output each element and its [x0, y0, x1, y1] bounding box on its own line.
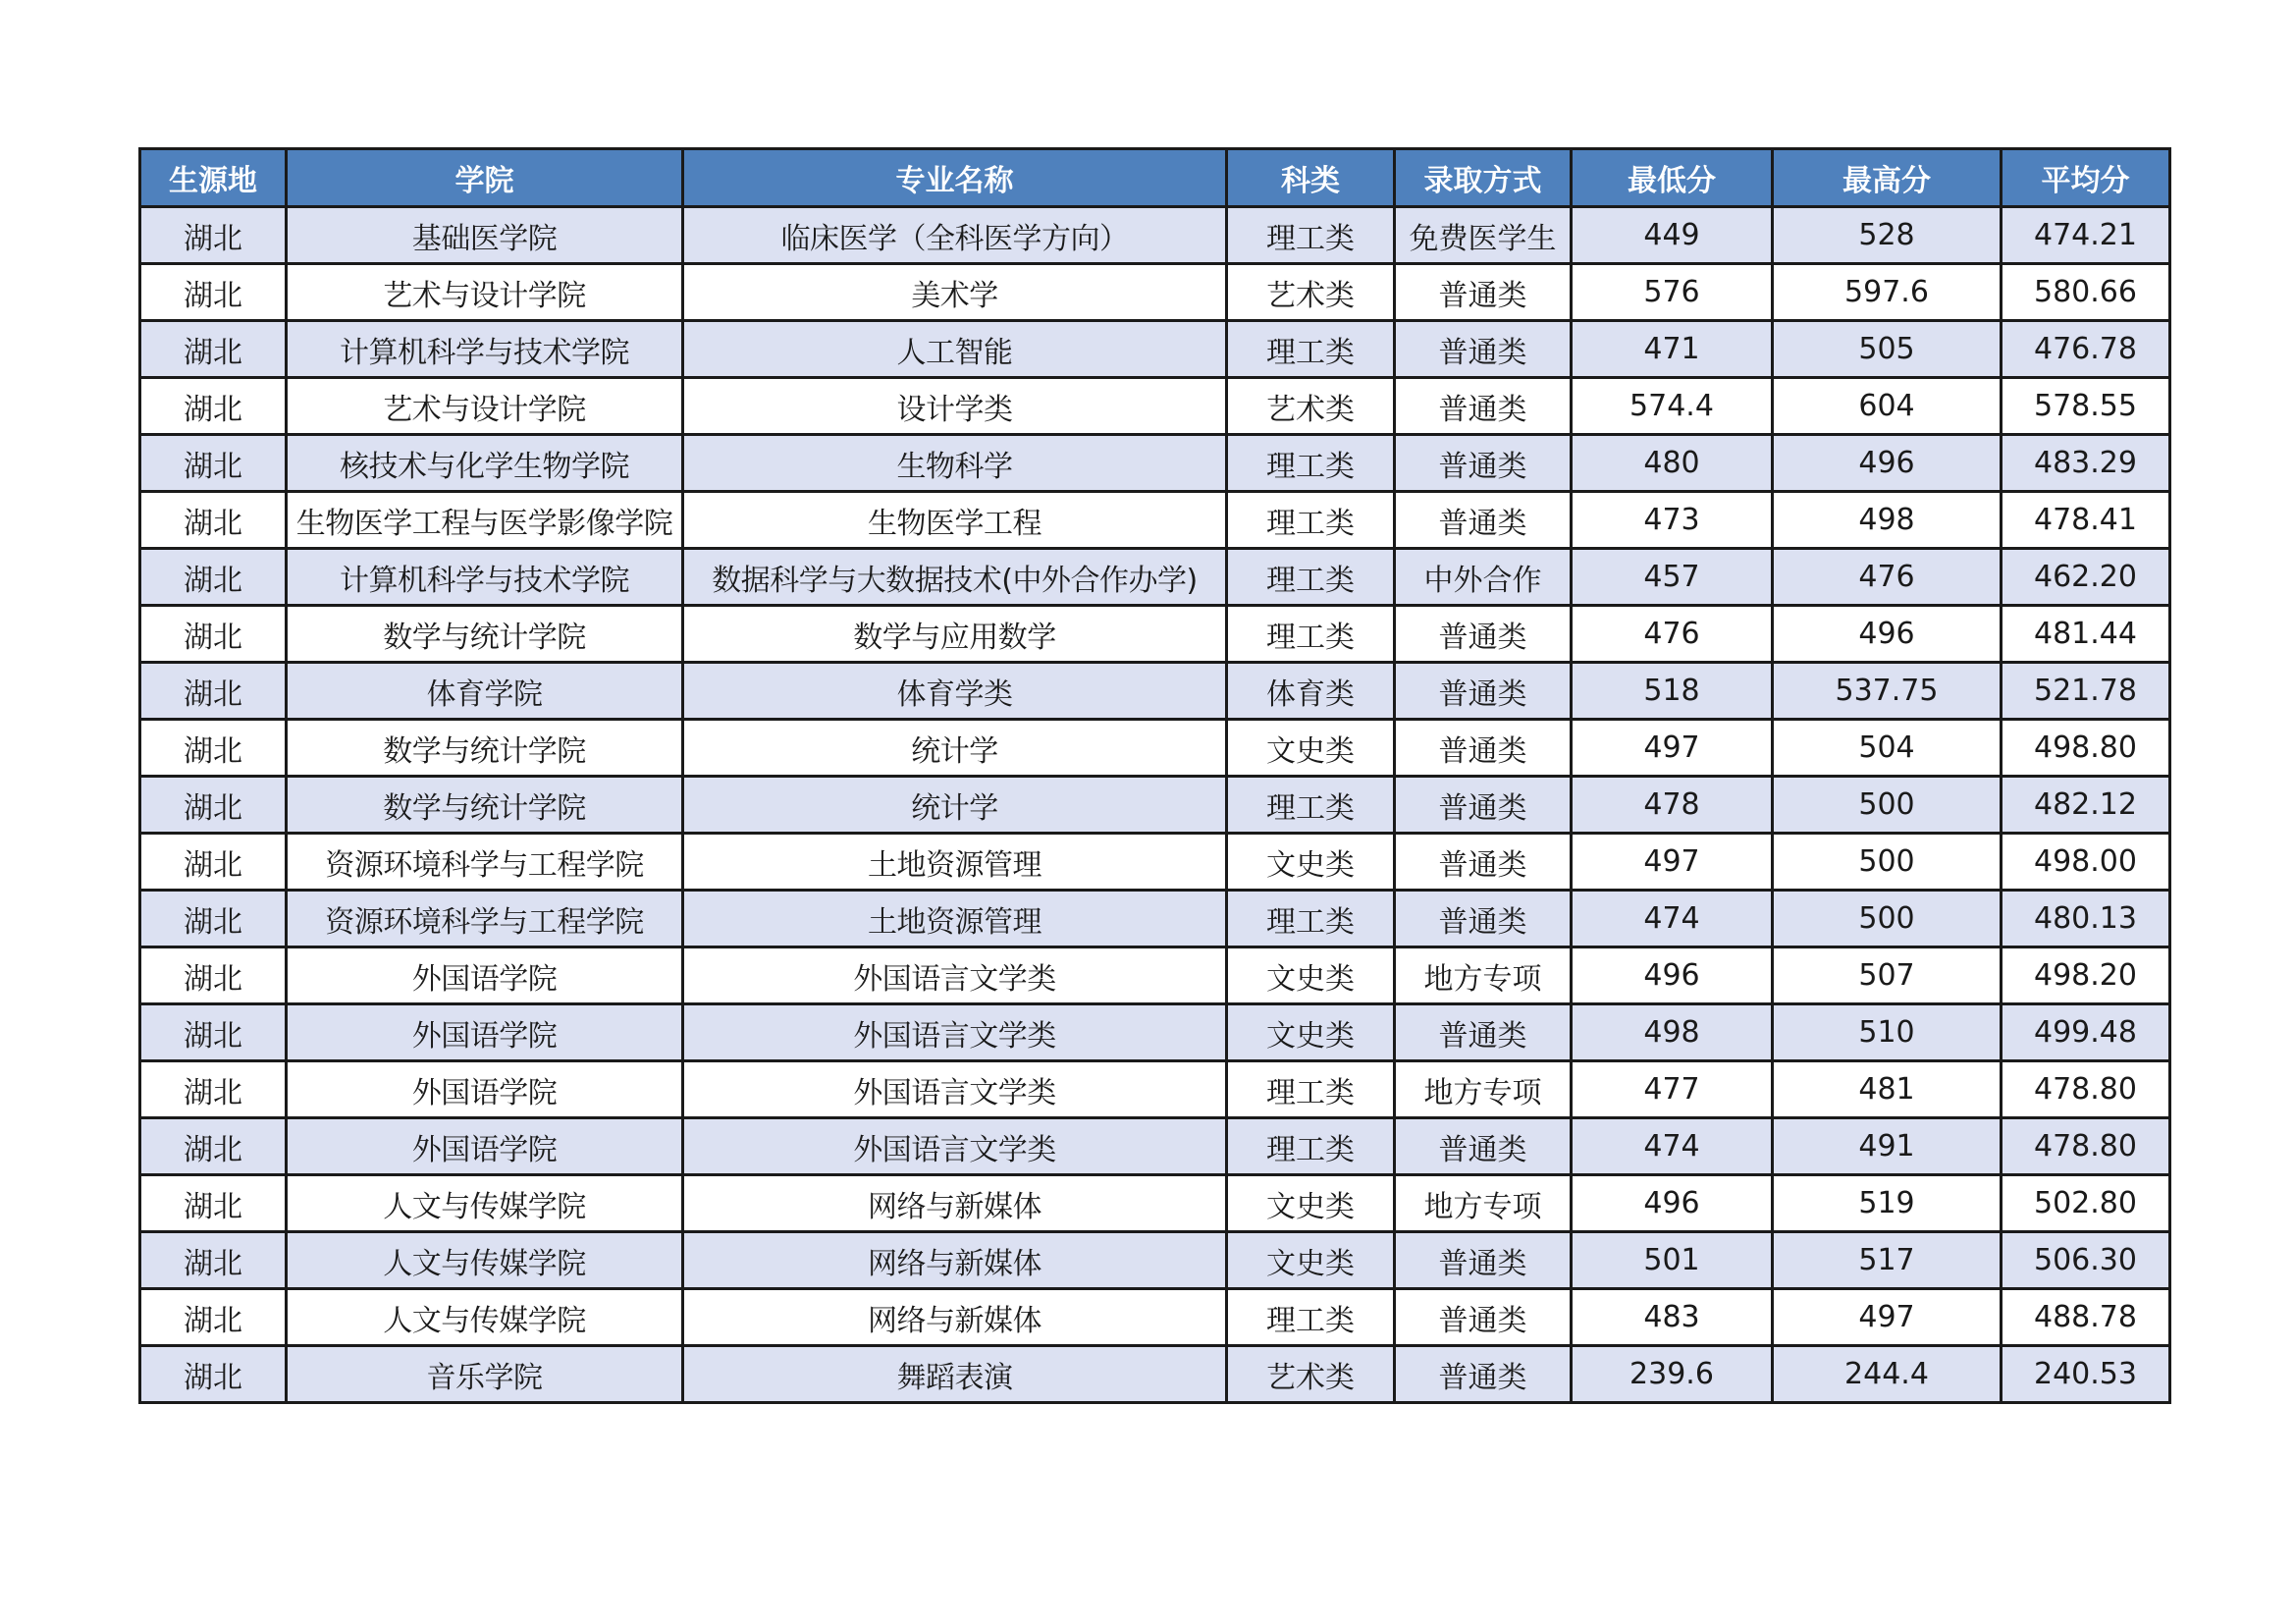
major-cell: 外国语言文学类 [683, 1061, 1227, 1118]
admission-type-cell: 普通类 [1395, 1232, 1572, 1289]
min-score-cell: 574.4 [1572, 378, 1773, 435]
avg-score-cell: 481.44 [2002, 606, 2170, 663]
avg-score-cell: 521.78 [2002, 663, 2170, 720]
source-region-cell: 湖北 [140, 777, 287, 834]
category-cell: 理工类 [1227, 777, 1395, 834]
admission-type-cell: 普通类 [1395, 891, 1572, 947]
table-row [140, 378, 2170, 435]
category-cell: 理工类 [1227, 1118, 1395, 1175]
source-region-cell: 湖北 [140, 1346, 287, 1403]
table-row [140, 947, 2170, 1004]
table-row [140, 891, 2170, 947]
admission-type-cell: 普通类 [1395, 777, 1572, 834]
min-score-cell: 496 [1572, 947, 1773, 1004]
source-region-cell: 湖北 [140, 207, 287, 264]
source-region-cell: 湖北 [140, 891, 287, 947]
category-cell: 文史类 [1227, 1004, 1395, 1061]
min-score-cell: 474 [1572, 1118, 1773, 1175]
max-score-cell: 244.4 [1773, 1346, 2002, 1403]
table-row [140, 435, 2170, 492]
min-score-cell: 471 [1572, 321, 1773, 378]
avg-score-cell: 580.66 [2002, 264, 2170, 321]
source-region-cell: 湖北 [140, 1004, 287, 1061]
major-cell: 设计学类 [683, 378, 1227, 435]
category-cell: 体育类 [1227, 663, 1395, 720]
max-score-cell: 505 [1773, 321, 2002, 378]
max-score-cell: 498 [1773, 492, 2002, 549]
min-score-cell: 497 [1572, 834, 1773, 891]
header-min-score: 最低分 [1572, 149, 1773, 207]
major-cell: 土地资源管理 [683, 891, 1227, 947]
source-region-cell: 湖北 [140, 549, 287, 606]
source-region-cell: 湖北 [140, 264, 287, 321]
category-cell: 艺术类 [1227, 264, 1395, 321]
college-cell: 数学与统计学院 [287, 720, 683, 777]
admission-type-cell: 普通类 [1395, 1346, 1572, 1403]
table-row [140, 1289, 2170, 1346]
max-score-cell: 500 [1773, 834, 2002, 891]
college-cell: 人文与传媒学院 [287, 1232, 683, 1289]
min-score-cell: 498 [1572, 1004, 1773, 1061]
min-score-cell: 477 [1572, 1061, 1773, 1118]
header-admission-type: 录取方式 [1395, 149, 1572, 207]
college-cell: 艺术与设计学院 [287, 378, 683, 435]
min-score-cell: 518 [1572, 663, 1773, 720]
header-major: 专业名称 [683, 149, 1227, 207]
college-cell: 资源环境科学与工程学院 [287, 891, 683, 947]
max-score-cell: 500 [1773, 777, 2002, 834]
avg-score-cell: 488.78 [2002, 1289, 2170, 1346]
category-cell: 理工类 [1227, 1289, 1395, 1346]
major-cell: 统计学 [683, 720, 1227, 777]
source-region-cell: 湖北 [140, 606, 287, 663]
table-row [140, 663, 2170, 720]
table-row [140, 264, 2170, 321]
table-row [140, 321, 2170, 378]
admission-type-cell: 中外合作 [1395, 549, 1572, 606]
major-cell: 生物科学 [683, 435, 1227, 492]
max-score-cell: 528 [1773, 207, 2002, 264]
college-cell: 核技术与化学生物学院 [287, 435, 683, 492]
major-cell: 统计学 [683, 777, 1227, 834]
admission-type-cell: 地方专项 [1395, 947, 1572, 1004]
table-row [140, 1232, 2170, 1289]
min-score-cell: 478 [1572, 777, 1773, 834]
source-region-cell: 湖北 [140, 321, 287, 378]
source-region-cell: 湖北 [140, 1061, 287, 1118]
college-cell: 数学与统计学院 [287, 777, 683, 834]
admission-score-table [138, 147, 2171, 1404]
min-score-cell: 496 [1572, 1175, 1773, 1232]
source-region-cell: 湖北 [140, 435, 287, 492]
max-score-cell: 597.6 [1773, 264, 2002, 321]
admission-type-cell: 普通类 [1395, 435, 1572, 492]
header-source-region: 生源地 [140, 149, 287, 207]
admission-type-cell: 地方专项 [1395, 1061, 1572, 1118]
max-score-cell: 496 [1773, 435, 2002, 492]
category-cell: 文史类 [1227, 720, 1395, 777]
admission-type-cell: 地方专项 [1395, 1175, 1572, 1232]
college-cell: 艺术与设计学院 [287, 264, 683, 321]
avg-score-cell: 502.80 [2002, 1175, 2170, 1232]
min-score-cell: 576 [1572, 264, 1773, 321]
avg-score-cell: 478.80 [2002, 1118, 2170, 1175]
source-region-cell: 湖北 [140, 834, 287, 891]
college-cell: 外国语学院 [287, 947, 683, 1004]
source-region-cell: 湖北 [140, 1118, 287, 1175]
table-row [140, 720, 2170, 777]
college-cell: 外国语学院 [287, 1061, 683, 1118]
category-cell: 理工类 [1227, 207, 1395, 264]
table-row [140, 606, 2170, 663]
category-cell: 理工类 [1227, 492, 1395, 549]
avg-score-cell: 462.20 [2002, 549, 2170, 606]
max-score-cell: 519 [1773, 1175, 2002, 1232]
category-cell: 文史类 [1227, 1175, 1395, 1232]
major-cell: 生物医学工程 [683, 492, 1227, 549]
avg-score-cell: 498.80 [2002, 720, 2170, 777]
college-cell: 基础医学院 [287, 207, 683, 264]
college-cell: 生物医学工程与医学影像学院 [287, 492, 683, 549]
major-cell: 美术学 [683, 264, 1227, 321]
admission-type-cell: 普通类 [1395, 321, 1572, 378]
source-region-cell: 湖北 [140, 720, 287, 777]
college-cell: 外国语学院 [287, 1118, 683, 1175]
avg-score-cell: 482.12 [2002, 777, 2170, 834]
source-region-cell: 湖北 [140, 378, 287, 435]
max-score-cell: 507 [1773, 947, 2002, 1004]
max-score-cell: 491 [1773, 1118, 2002, 1175]
source-region-cell: 湖北 [140, 663, 287, 720]
college-cell: 人文与传媒学院 [287, 1175, 683, 1232]
max-score-cell: 500 [1773, 891, 2002, 947]
min-score-cell: 476 [1572, 606, 1773, 663]
avg-score-cell: 498.20 [2002, 947, 2170, 1004]
category-cell: 艺术类 [1227, 1346, 1395, 1403]
category-cell: 理工类 [1227, 321, 1395, 378]
category-cell: 文史类 [1227, 947, 1395, 1004]
source-region-cell: 湖北 [140, 1175, 287, 1232]
major-cell: 外国语言文学类 [683, 947, 1227, 1004]
admission-type-cell: 免费医学生 [1395, 207, 1572, 264]
max-score-cell: 497 [1773, 1289, 2002, 1346]
max-score-cell: 496 [1773, 606, 2002, 663]
category-cell: 理工类 [1227, 891, 1395, 947]
college-cell: 计算机科学与技术学院 [287, 549, 683, 606]
college-cell: 体育学院 [287, 663, 683, 720]
major-cell: 舞蹈表演 [683, 1346, 1227, 1403]
college-cell: 音乐学院 [287, 1346, 683, 1403]
max-score-cell: 504 [1773, 720, 2002, 777]
avg-score-cell: 474.21 [2002, 207, 2170, 264]
major-cell: 网络与新媒体 [683, 1232, 1227, 1289]
max-score-cell: 510 [1773, 1004, 2002, 1061]
admission-type-cell: 普通类 [1395, 720, 1572, 777]
max-score-cell: 481 [1773, 1061, 2002, 1118]
admission-type-cell: 普通类 [1395, 834, 1572, 891]
table-row [140, 1004, 2170, 1061]
college-cell: 人文与传媒学院 [287, 1289, 683, 1346]
admission-type-cell: 普通类 [1395, 606, 1572, 663]
min-score-cell: 473 [1572, 492, 1773, 549]
avg-score-cell: 240.53 [2002, 1346, 2170, 1403]
major-cell: 外国语言文学类 [683, 1004, 1227, 1061]
header-avg-score: 平均分 [2002, 149, 2170, 207]
major-cell: 网络与新媒体 [683, 1289, 1227, 1346]
table-row [140, 492, 2170, 549]
category-cell: 理工类 [1227, 435, 1395, 492]
table-row [140, 1061, 2170, 1118]
major-cell: 网络与新媒体 [683, 1175, 1227, 1232]
major-cell: 外国语言文学类 [683, 1118, 1227, 1175]
college-cell: 计算机科学与技术学院 [287, 321, 683, 378]
admission-type-cell: 普通类 [1395, 492, 1572, 549]
header-category: 科类 [1227, 149, 1395, 207]
header-college: 学院 [287, 149, 683, 207]
avg-score-cell: 506.30 [2002, 1232, 2170, 1289]
min-score-cell: 501 [1572, 1232, 1773, 1289]
avg-score-cell: 478.41 [2002, 492, 2170, 549]
avg-score-cell: 498.00 [2002, 834, 2170, 891]
table-row [140, 777, 2170, 834]
category-cell: 文史类 [1227, 1232, 1395, 1289]
admission-type-cell: 普通类 [1395, 1289, 1572, 1346]
source-region-cell: 湖北 [140, 492, 287, 549]
category-cell: 文史类 [1227, 834, 1395, 891]
min-score-cell: 497 [1572, 720, 1773, 777]
major-cell: 土地资源管理 [683, 834, 1227, 891]
college-cell: 资源环境科学与工程学院 [287, 834, 683, 891]
category-cell: 理工类 [1227, 549, 1395, 606]
admission-type-cell: 普通类 [1395, 1004, 1572, 1061]
avg-score-cell: 478.80 [2002, 1061, 2170, 1118]
min-score-cell: 457 [1572, 549, 1773, 606]
major-cell: 人工智能 [683, 321, 1227, 378]
table-row [140, 1118, 2170, 1175]
major-cell: 临床医学（全科医学方向） [683, 207, 1227, 264]
table-row [140, 549, 2170, 606]
source-region-cell: 湖北 [140, 1289, 287, 1346]
header-max-score: 最高分 [1773, 149, 2002, 207]
college-cell: 数学与统计学院 [287, 606, 683, 663]
table-row [140, 1346, 2170, 1403]
major-cell: 体育学类 [683, 663, 1227, 720]
category-cell: 理工类 [1227, 1061, 1395, 1118]
category-cell: 艺术类 [1227, 378, 1395, 435]
avg-score-cell: 483.29 [2002, 435, 2170, 492]
header-row [140, 149, 2170, 207]
avg-score-cell: 499.48 [2002, 1004, 2170, 1061]
avg-score-cell: 578.55 [2002, 378, 2170, 435]
source-region-cell: 湖北 [140, 947, 287, 1004]
category-cell: 理工类 [1227, 606, 1395, 663]
source-region-cell: 湖北 [140, 1232, 287, 1289]
max-score-cell: 476 [1773, 549, 2002, 606]
table-row [140, 834, 2170, 891]
max-score-cell: 517 [1773, 1232, 2002, 1289]
min-score-cell: 474 [1572, 891, 1773, 947]
min-score-cell: 483 [1572, 1289, 1773, 1346]
min-score-cell: 480 [1572, 435, 1773, 492]
admission-type-cell: 普通类 [1395, 663, 1572, 720]
admission-type-cell: 普通类 [1395, 378, 1572, 435]
college-cell: 外国语学院 [287, 1004, 683, 1061]
min-score-cell: 449 [1572, 207, 1773, 264]
table-row [140, 207, 2170, 264]
min-score-cell: 239.6 [1572, 1346, 1773, 1403]
max-score-cell: 537.75 [1773, 663, 2002, 720]
admission-type-cell: 普通类 [1395, 264, 1572, 321]
avg-score-cell: 476.78 [2002, 321, 2170, 378]
admission-type-cell: 普通类 [1395, 1118, 1572, 1175]
major-cell: 数据科学与大数据技术(中外合作办学) [683, 549, 1227, 606]
max-score-cell: 604 [1773, 378, 2002, 435]
table-row [140, 1175, 2170, 1232]
major-cell: 数学与应用数学 [683, 606, 1227, 663]
avg-score-cell: 480.13 [2002, 891, 2170, 947]
